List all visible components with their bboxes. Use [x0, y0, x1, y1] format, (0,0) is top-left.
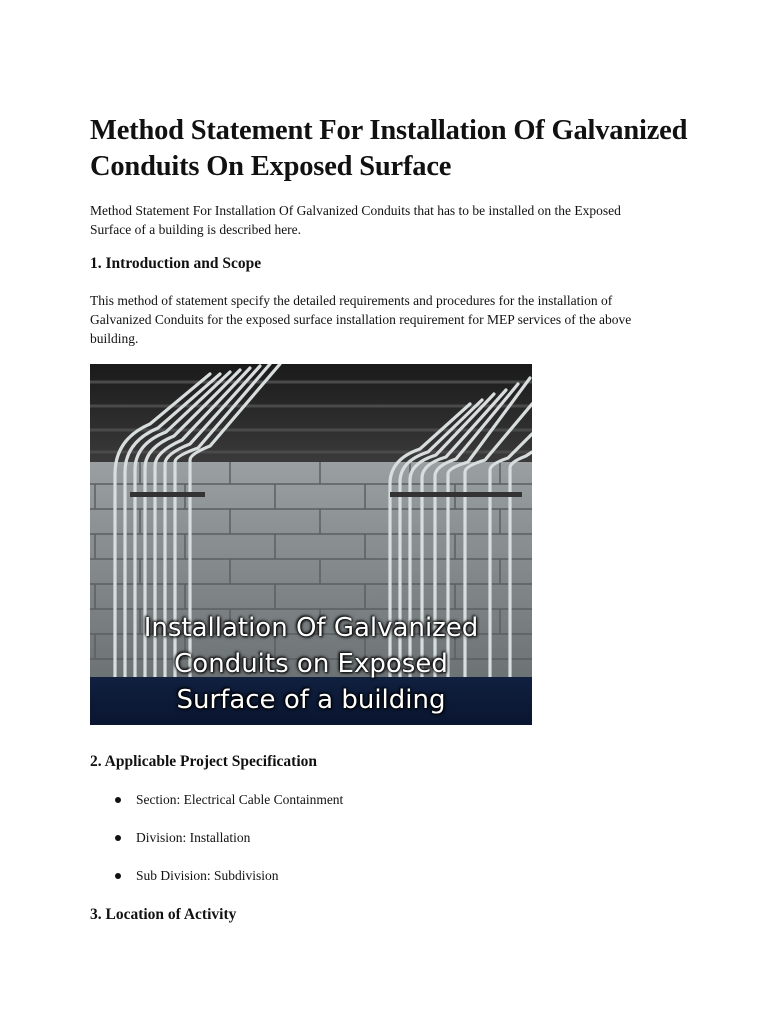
specification-list: [90, 790, 343, 904]
bullet-icon: [115, 873, 121, 879]
bullet-icon: [115, 797, 121, 803]
photo-caption: [90, 610, 532, 718]
list-item-text: Section: Electrical Cable Containment: [136, 792, 344, 807]
caption-line: Installation Of Galvanized: [143, 613, 479, 643]
intro-paragraph: Method Statement For Installation Of Galvanized Conduits that has to be installed on the Exposed Surface of a building is described here.: [90, 203, 621, 237]
list-item-text: Sub Division: Subdivision: [136, 868, 279, 883]
list-item: [90, 866, 343, 904]
bullet-icon: [115, 835, 121, 841]
page-title: Method Statement For Installation Of Galvanized Conduits On Exposed Surface: [90, 115, 688, 182]
section-heading-specification: 2. Applicable Project Specification: [90, 753, 318, 770]
caption-line: Surface of a building: [176, 685, 446, 715]
conduit-photo: [90, 364, 532, 725]
list-item: [90, 828, 343, 866]
list-item: [90, 790, 343, 828]
caption-line: Conduits on Exposed: [174, 649, 448, 679]
section-heading-introduction: 1. Introduction and Scope: [90, 255, 262, 272]
introduction-paragraph: This method of statement specify the detailed requirements and procedures for the installation of Galvanized Conduits for the exposed surface installation requirement for MEP services of the above building.: [90, 293, 632, 346]
list-item-text: Division: Installation: [136, 830, 251, 845]
section-heading-location: 3. Location of Activity: [90, 906, 237, 923]
